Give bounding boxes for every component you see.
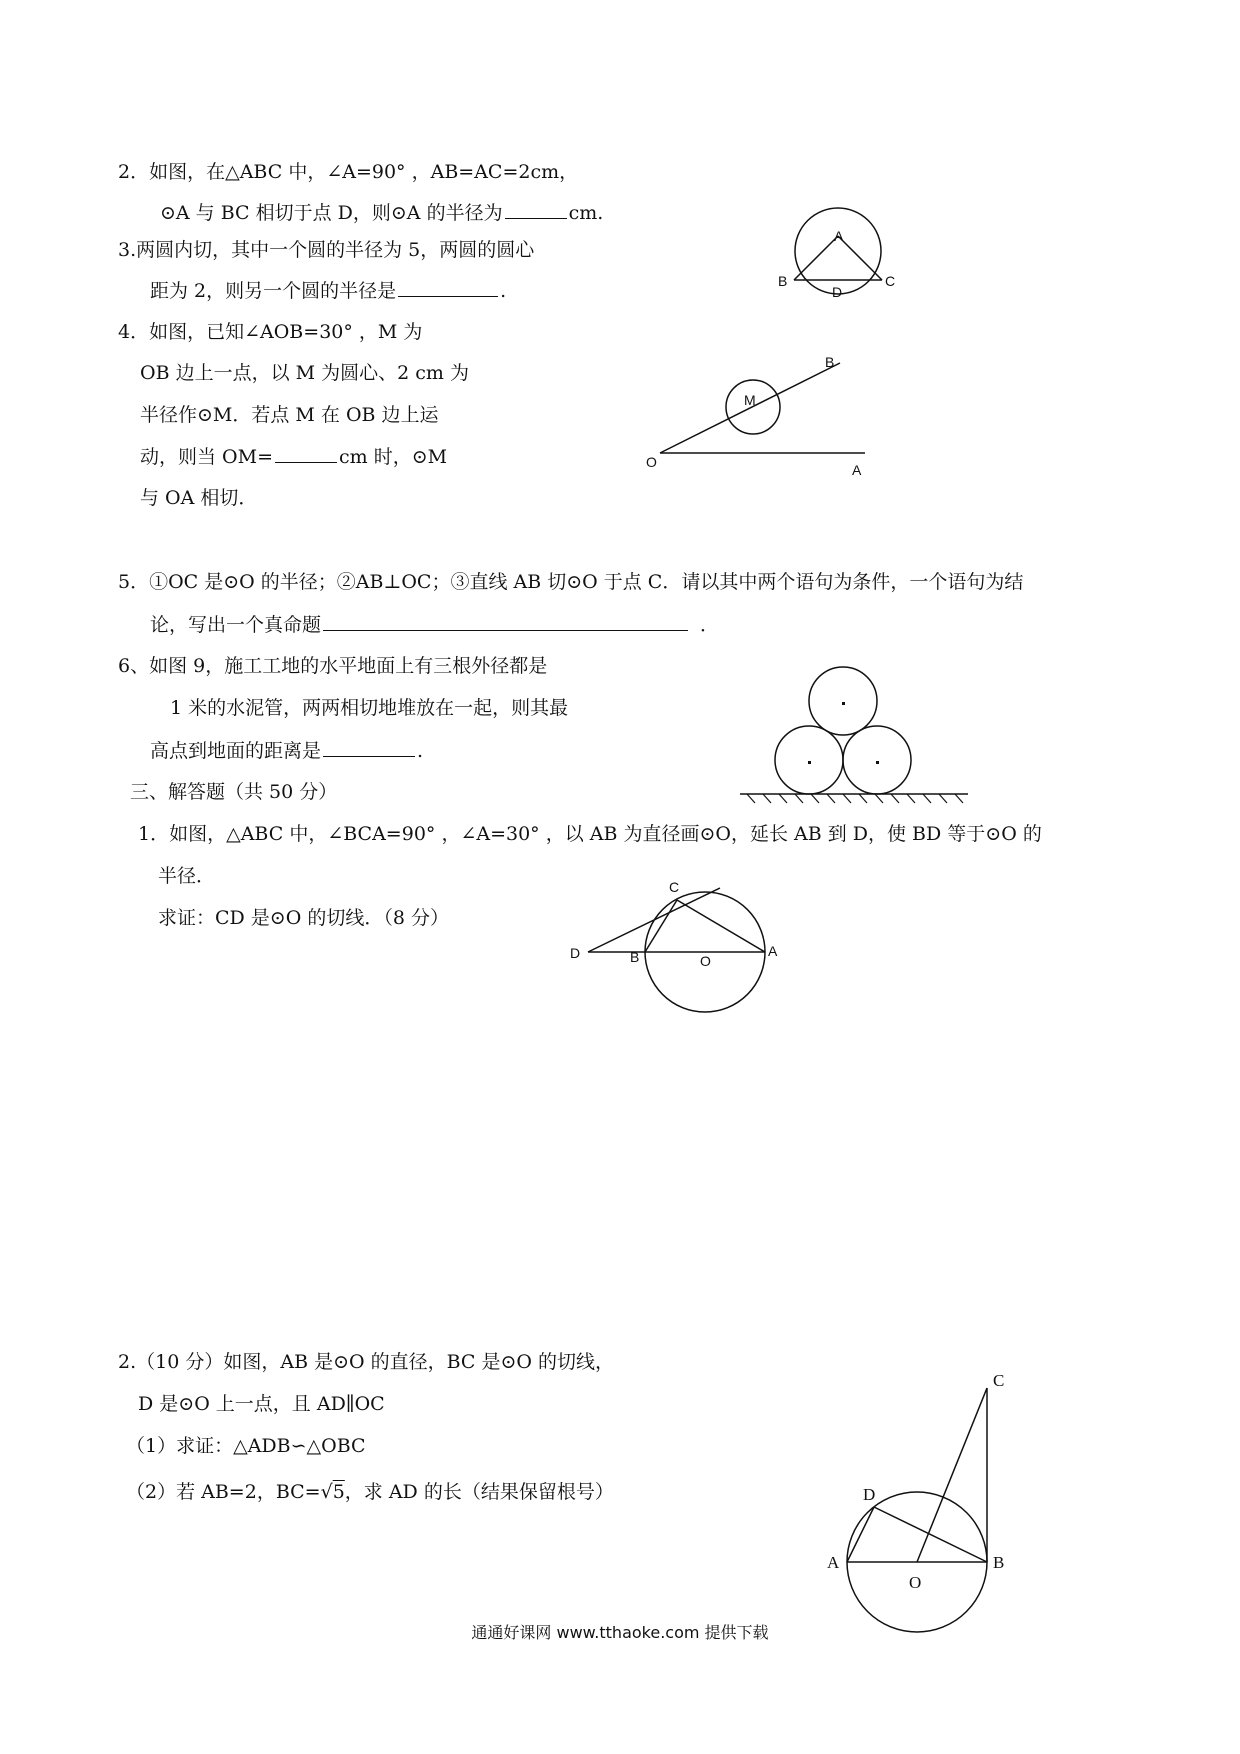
- figure-q6-pipes: [735, 660, 985, 810]
- q3-line2: [150, 278, 506, 303]
- p1-line2: 半径．: [158, 865, 216, 887]
- q4-line1: 4．如图，已知∠AOB=30° ，M 为: [118, 321, 423, 343]
- q4-answer-blank[interactable]: [275, 444, 337, 463]
- p2-sqrt-value: 5: [332, 1481, 345, 1503]
- q4-line2: OB 边上一点，以 M 为圆心、2 cm 为: [140, 362, 469, 384]
- fig-q4-label-o: O: [646, 454, 657, 470]
- figure-q4: [640, 345, 880, 485]
- fig-p2-label-o: O: [909, 1573, 922, 1592]
- q5-answer-blank[interactable]: [323, 612, 688, 631]
- fig-q2-label-d: D: [832, 284, 843, 300]
- fig-q4-label-m: M: [744, 392, 756, 408]
- q6-line3-text: 高点到地面的距离是: [150, 740, 322, 762]
- ground-hatching: [747, 794, 963, 803]
- p1-line3: 求证：CD 是⊙O 的切线．（8 分）: [158, 907, 449, 929]
- p1-line1: 1．如图，△ABC 中，∠BCA=90° ，∠A=30° ，以 AB 为直径画⊙O，延长 AB 到 D，使 BD 等于⊙O 的: [138, 823, 1042, 845]
- fig-p1-label-b: B: [630, 949, 640, 965]
- q5-line2-text: 论，写出一个真命题: [150, 614, 322, 636]
- section3-heading: 三、解答题（共 50 分）: [130, 781, 338, 803]
- q5-line2: [150, 612, 719, 637]
- q4-line4: [140, 444, 447, 469]
- p2-line3: （1）求证：△ADB∽△OBC: [126, 1435, 366, 1457]
- p2-line1: 2.（10 分）如图，AB 是⊙O 的直径，BC 是⊙O 的切线，: [118, 1351, 615, 1373]
- figure-q2: [770, 198, 910, 328]
- fig-p2-label-d: D: [863, 1485, 876, 1504]
- q4-line4-text: 动，则当 OM=: [140, 446, 273, 468]
- q3-line2-text: 距为 2，则另一个圆的半径是: [150, 280, 397, 302]
- q2-line2: [160, 200, 603, 225]
- q2-line1: 2．如图，在△ABC 中，∠A=90° ，AB=AC=2cm，: [118, 161, 579, 183]
- q2-unit: cm.: [568, 202, 604, 224]
- p2-line2: D 是⊙O 上一点，且 AD∥OC: [138, 1393, 385, 1415]
- fig-p2-label-b: B: [993, 1553, 1005, 1572]
- fig-p1-label-c: C: [669, 879, 680, 895]
- fig-q4-label-b: B: [825, 354, 835, 370]
- q4-line5: 与 OA 相切．: [140, 487, 258, 509]
- sqrt-symbol: √: [320, 1481, 333, 1503]
- q3-line1: 3.两圆内切，其中一个圆的半径为 5，两圆的圆心: [118, 239, 535, 261]
- q4-line3: 半径作⊙M．若点 M 在 OB 边上运: [140, 404, 439, 426]
- q6-line1: 6、如图 9，施工工地的水平地面上有三根外径都是: [118, 655, 548, 677]
- q6-end: .: [417, 740, 424, 762]
- q4-line4-end: cm 时，⊙M: [339, 446, 448, 468]
- fig-q2-label-c: C: [885, 273, 896, 289]
- figure-p1: [568, 870, 798, 1020]
- fig-p2-label-c: C: [993, 1371, 1005, 1390]
- q5-line1: 5．①OC 是⊙O 的半径；②AB⊥OC；③直线 AB 切⊙O 于点 C．请以其中两个语句为条件，一个语句为结: [118, 571, 1024, 593]
- fig-p2-label-a: A: [827, 1553, 840, 1572]
- q3-answer-blank[interactable]: [398, 278, 498, 297]
- q5-end: ．: [700, 614, 720, 636]
- q2-line2-text: ⊙A 与 BC 相切于点 D，则⊙A 的半径为: [160, 202, 503, 224]
- p2-line4-text: （2）若 AB=2，BC=: [126, 1481, 321, 1503]
- q6-line3: [150, 738, 423, 763]
- fig-p1-label-o: O: [700, 953, 711, 969]
- p2-line4-end: ，求 AD 的长（结果保留根号）: [344, 1481, 614, 1503]
- q6-line2: 1 米的水泥管，两两相切地堆放在一起，则其最: [170, 697, 569, 719]
- q2-answer-blank[interactable]: [505, 200, 567, 219]
- fig-q4-label-a: A: [852, 462, 862, 478]
- page-footer: 通通好课网 www.tthaoke.com 提供下载: [471, 1623, 769, 1642]
- figure-p2: [815, 1370, 1035, 1640]
- q3-end: .: [500, 280, 507, 302]
- fig-q2-label-b: B: [778, 273, 788, 289]
- p2-line4: [126, 1480, 614, 1504]
- q6-answer-blank[interactable]: [323, 738, 415, 757]
- fig-p1-label-a: A: [768, 943, 778, 959]
- fig-p1-label-d: D: [570, 945, 581, 961]
- fig-q2-label-a: A: [834, 228, 844, 244]
